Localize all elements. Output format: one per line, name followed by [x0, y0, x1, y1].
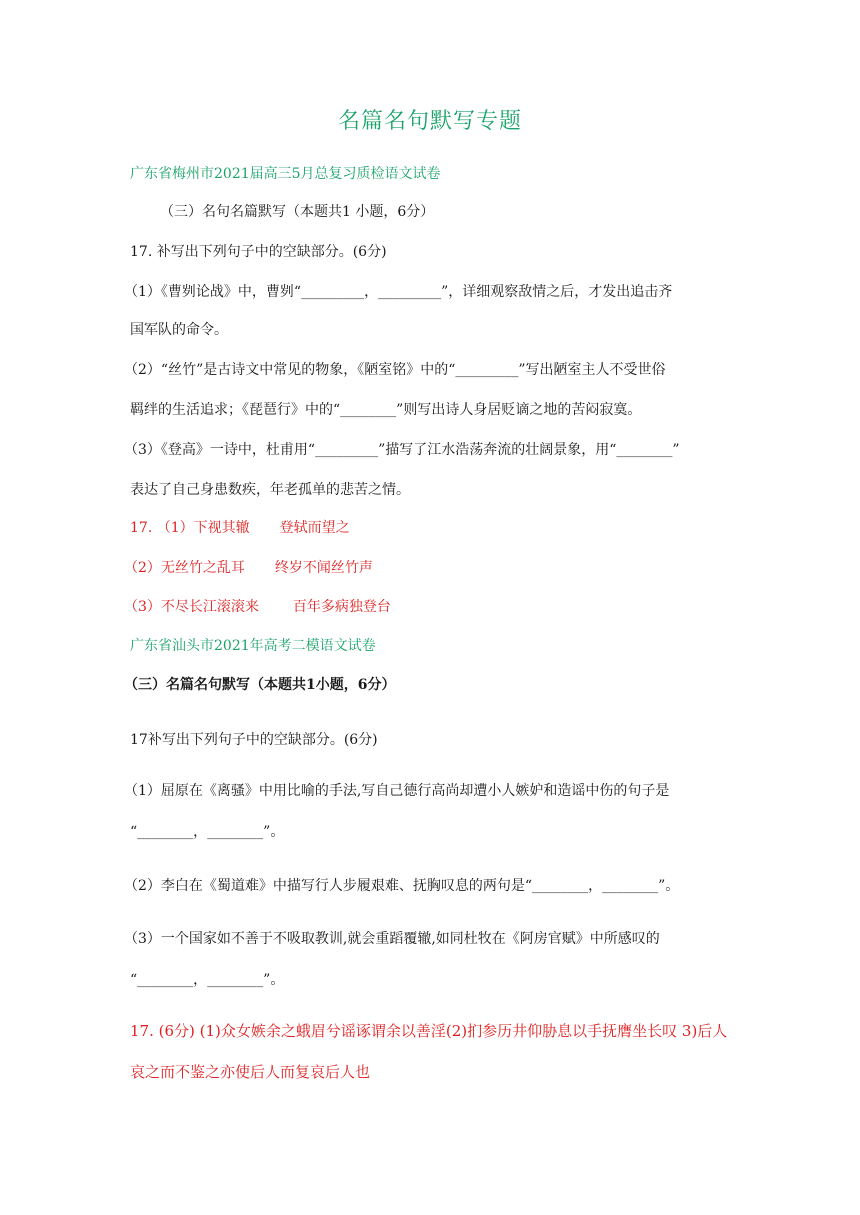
q1-line1: （1）《曹刿论战》中，曹刿“_________，_________”，详细观察敌情之后，才发出追击齐: [124, 284, 673, 300]
s2-q3-line1: （3）一个国家如不善于不吸取教训,就会重蹈覆辙,如同杜牧在《阿房官赋》中所感叹的: [124, 931, 660, 947]
q3-line2: 表达了自己身患数疾，年老孤单的悲苦之情。: [130, 482, 410, 498]
answer-3-first: （3）不尽长江滚滚来: [124, 599, 259, 615]
s2-q1-line2: “________，________”。: [130, 824, 285, 840]
answer-2-second: 终岁不闻丝竹声: [274, 560, 373, 576]
q1-line2: 国军队的命令。: [130, 322, 228, 338]
answer-2-first: （2）无丝竹之乱耳: [124, 560, 245, 576]
s2-q2-line1: （2）李白在《蜀道难》中描写行人步履艰难、抚胸叹息的两句是“________，________”。: [124, 878, 680, 894]
q2-line2: 羁绊的生活追求；《琵琶行》中的“________”则写出诗人身居贬谪之地的苦闷寂寞。: [130, 402, 642, 418]
s2-q3-line2: “________，________”。: [130, 972, 285, 988]
q3-line1: （3）《登高》一诗中，杜甫用“_________”描写了江水浩荡奔流的壮阔景象，用“________”: [124, 442, 680, 458]
question-17-2: 17补写出下列句子中的空缺部分。(6分): [130, 732, 378, 748]
answer-3: [124, 597, 391, 617]
s2-answer-line2: 哀之而不鉴之亦使后人而复哀后人也: [130, 1063, 371, 1081]
answer-3-second: 百年多病独登台: [292, 599, 391, 615]
source-shantou: 广东省汕头市2021年高考二模语文试卷: [130, 638, 376, 654]
answer-1-first: 17. （1）下视其辙: [130, 520, 250, 536]
part-heading-2: （三）名篇名句默写（本题共1小题，6分）: [124, 677, 396, 693]
answer-1: [130, 518, 350, 538]
s2-q1-line1: （1）屈原在《离骚》中用比喻的手法,写自己德行高尚却遭小人嫉妒和造谣中伤的句子是: [124, 783, 670, 799]
page-title: 名篇名句默写专题: [337, 109, 522, 134]
question-17-1: 17. 补写出下列句子中的空缺部分。(6分): [130, 244, 387, 260]
answer-2: [124, 558, 373, 578]
answer-1-second: 登轼而望之: [279, 520, 350, 536]
s2-answer-line1: 17. (6分) (1)众女嫉余之蛾眉兮谣诼谓余以善淫(2)扪参历井仰胁息以手抚膺坐长叹 3)后人: [130, 1022, 728, 1040]
source-meizhou: 广东省梅州市2021届高三5月总复习质检语文试卷: [130, 166, 441, 182]
part-heading-1: （三）名句名篇默写（本题共1 小题，6分）: [160, 204, 435, 220]
q2-line1: （2）“丝竹”是古诗文中常见的物象，《陋室铭》中的“_________”写出陋室主人不受世俗: [124, 362, 666, 378]
